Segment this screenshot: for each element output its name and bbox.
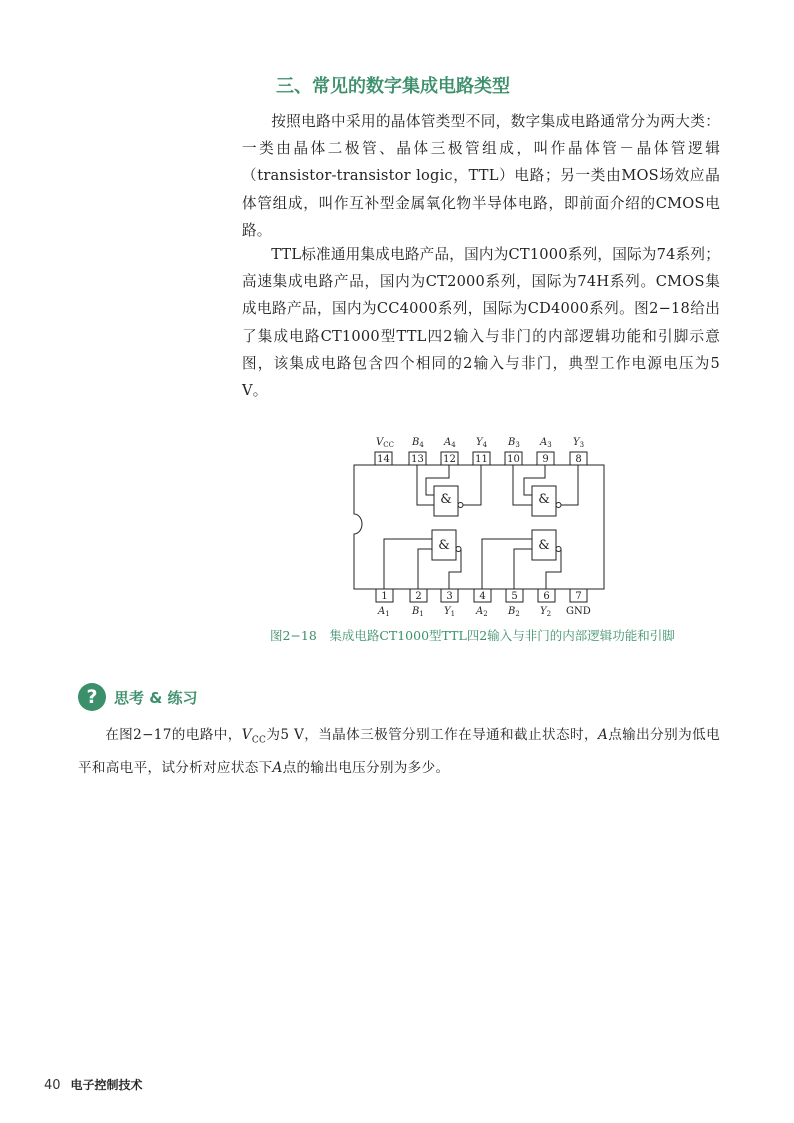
gate-4-bubble	[458, 503, 463, 508]
paragraph-ic-series: TTL标准通用集成电路产品，国内为CT1000系列，国际为74系列；高速集成电路产品，国内为CT2000系列，国际为74H系列。CMOS集成电路产品，国内为CC4000系列，国际为CD4000系列。图2−18给出了集成电路CT1000型TTL四2输入与非门的内部逻辑功能和引脚示意图，该集成电路包含四个相同的2输入与非门，典型工作电源电压为5 V。	[242, 246, 720, 400]
gate-3-symbol: &	[538, 492, 550, 507]
pin-label: $B_1$	[412, 606, 424, 618]
gate-2-symbol: &	[538, 538, 550, 553]
wire-b2	[514, 549, 532, 589]
pin-label: $Y_1$	[444, 606, 456, 618]
pin-number: 3	[446, 591, 453, 602]
pin-label: $Y_4$	[476, 437, 488, 449]
pin-label: $A_1$	[378, 606, 390, 618]
pin-label: $A_2$	[476, 606, 488, 618]
pin-number: 5	[511, 591, 518, 602]
wire-y1	[449, 549, 461, 589]
think-practice-header	[78, 683, 198, 711]
wire-a3	[524, 465, 545, 495]
pin-label: $B_4$	[412, 437, 424, 449]
wire-b3	[513, 465, 532, 505]
pin-number: 6	[543, 591, 550, 602]
pin-number: 1	[381, 591, 388, 602]
wire-b1	[418, 549, 432, 589]
pin-label: $V_{CC}$	[376, 437, 394, 449]
chip-body	[354, 465, 604, 589]
ic-pinout-diagram	[340, 428, 640, 624]
paragraph-ic-types: 按照电路中采用的晶体管类型不同，数字集成电路通常分为两大类：一类由晶体二极管、晶体三极管组成，叫作晶体管－晶体管逻辑（transistor-transistor logic，TTL）电路；另一类由MOS场效应晶体管组成，叫作互补型金属氧化物半导体电路，即前面介绍的CMOS电路。	[242, 113, 720, 239]
wire-a2	[482, 539, 532, 589]
pin-label: $B_2$	[508, 606, 520, 618]
pin-number: 2	[415, 591, 422, 602]
think-practice-title: 思考 & 练习	[114, 688, 198, 707]
gate-2-bubble	[556, 547, 561, 552]
gate-1-bubble	[456, 547, 461, 552]
figure-caption: 图2−18 集成电路CT1000型TTL四2输入与非门的内部逻辑功能和引脚	[270, 628, 675, 643]
page-number: 40	[44, 1078, 61, 1093]
pin-number: 7	[575, 591, 582, 602]
pin-number: 11	[475, 454, 488, 465]
question-icon: ?	[78, 683, 106, 711]
pin-label: $A_4$	[444, 437, 456, 449]
wire-a4	[426, 465, 449, 495]
wire-y4	[463, 465, 481, 505]
pin-label: $B_3$	[508, 437, 520, 449]
pin-number: 9	[542, 454, 549, 465]
book-title: 电子控制技术	[70, 1078, 143, 1092]
gate-1-symbol: &	[438, 538, 450, 553]
exercise-text: 在图2−17的电路中，$V_{CC}$为5 V，当晶体三极管分别工作在导通和截止状态时，A点输出分别为低电平和高电平，试分析对应状态下A点的输出电压分别为多少。	[78, 727, 720, 776]
pin-number: 12	[443, 454, 456, 465]
gate-4-symbol: &	[440, 492, 452, 507]
pin-number: 8	[575, 454, 582, 465]
pin-number: 10	[507, 454, 520, 465]
pin-label: $Y_3$	[573, 437, 585, 449]
pin-number: 4	[479, 591, 486, 602]
wire-y3	[561, 465, 578, 505]
page-footer	[44, 1076, 143, 1093]
wire-a1	[384, 539, 432, 589]
pin-label: $A_3$	[540, 437, 552, 449]
section-title: 三、常见的数字集成电路类型	[276, 76, 510, 97]
pin-number: 13	[411, 454, 424, 465]
gate-3-bubble	[556, 503, 561, 508]
wire-y2	[546, 549, 561, 589]
pin-number: 14	[377, 454, 390, 465]
pin-label: GND	[566, 606, 591, 617]
pin-label: $Y_2$	[540, 606, 552, 618]
